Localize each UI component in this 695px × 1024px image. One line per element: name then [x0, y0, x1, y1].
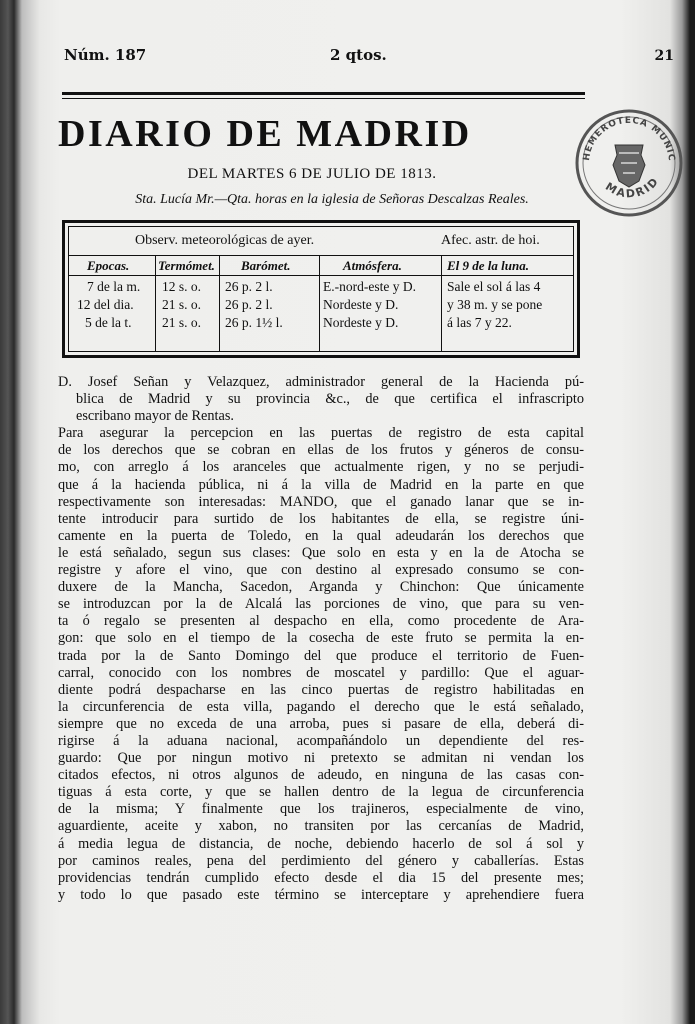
column-header-atmosfera: Atmósfera.	[343, 258, 402, 273]
saint-line: Sta. Lucía Mr.—Qta. horas en la iglesia de Señoras Descalzas Reales.	[135, 192, 529, 207]
column-divider	[441, 255, 442, 351]
weather-table-header	[69, 233, 573, 253]
astronomy-title: Afec. astr. de hoi.	[441, 233, 540, 248]
decree-line: á media legua de distancia, de noche, debiendo hacerlo de sol á sol y	[58, 835, 584, 852]
decree-line: registre y afore el vino, que con destino al expresado consumo se con-	[58, 562, 584, 579]
cell-barometro: 26 p. 2 l.	[225, 279, 273, 294]
weather-divider	[69, 255, 573, 256]
cell-termometro: 12 s. o.	[162, 279, 202, 294]
cell-termometro: 21 s. o.	[162, 315, 202, 330]
cell-atmosfera: Nordeste y D.	[323, 297, 399, 312]
masthead-title: DIARIO DE MADRID	[58, 113, 472, 155]
decree-line: carral, conocido con los nombres de moscatel y pardillo: Que el aguar-	[58, 664, 584, 681]
dateline: DEL MARTES 6 DE JULIO DE 1813.	[187, 166, 437, 182]
svg-text:MADRID: MADRID	[603, 174, 662, 201]
page-number: 21	[654, 48, 674, 64]
decree-line: trada por la de Santo Domingo del que produce el territorio de Fuen-	[58, 647, 584, 664]
column-header-luna: El 9 de la luna.	[447, 258, 529, 273]
column-header-termometro: Termómet.	[158, 258, 215, 273]
intro-line: escribano mayor de Rentas.	[76, 408, 235, 425]
issue-number: Núm. 187	[64, 46, 147, 64]
decree-line: aguardiente, aceite y xabon, no transiten por las cercanías de Madrid,	[58, 818, 584, 835]
decree-line: se introduzcan por la de Alcalá las porciones de vino, que para su ven-	[58, 596, 584, 613]
decree-line: por caminos reales, pena del perdimiento del género y caballerías. Estas	[58, 852, 584, 869]
cell-barometro: 26 p. 2 l.	[225, 297, 273, 312]
cell-epoca: 12 del dia.	[77, 297, 134, 312]
header-rule-thick	[62, 92, 585, 95]
cell-atmosfera: Nordeste y D.	[323, 315, 399, 330]
luna-line: y 38 m. y se pone	[447, 297, 543, 312]
cell-epoca: 5 de la t.	[85, 315, 132, 330]
decree-line: providencias tendrán cumplido efecto desde el dia 15 del presente mes;	[58, 869, 584, 886]
column-header-barometro: Barómet.	[241, 258, 291, 273]
weather-table-inner	[68, 226, 574, 352]
column-header-epocas: Epocas.	[87, 258, 130, 273]
decree-line: la circunferencia de esta villa, pagando el derecho que le está señalado,	[58, 698, 584, 715]
decree-line: duxere de la Mancha, Sacedon, Arganda y Chinchon: Que únicamente	[58, 579, 584, 596]
decree-line: guardo: Que por ningun motivo ni pretexto se admitan ni vendan los	[58, 750, 584, 767]
luna-line: á las 7 y 22.	[447, 315, 512, 330]
decree-line: camente en la puerta de Toledo, en la qual adeudarán los derechos que	[58, 527, 584, 544]
decree-line: rigirse á la aduana nacional, acompañándolo un dependiente del res-	[58, 732, 584, 749]
intro-line: D. Josef Señan y Velazquez, administrador general de la Hacienda pú-	[58, 374, 584, 390]
decree-line: Para asegurar la percepcion en las puertas de registro de esta capital	[58, 425, 584, 442]
decree-line: tiguas á esta corte, y que se hallen dentro de la legua de circunferencia	[58, 784, 584, 801]
cell-termometro: 21 s. o.	[162, 297, 202, 312]
weather-table	[62, 220, 580, 358]
cell-barometro: 26 p. 1½ l.	[225, 315, 283, 330]
cell-atmosfera: E.-nord-este y D.	[323, 279, 416, 294]
decree-line: y todo lo que pasado este término se interceptare y aprehendiere fuera	[58, 886, 584, 903]
newspaper-page	[22, 8, 684, 1012]
column-divider	[155, 255, 156, 351]
column-divider	[219, 255, 220, 351]
header-rule-thin	[62, 98, 585, 99]
price: 2 qtos.	[330, 46, 387, 64]
decree-line: le está señalado, segun sus clases: Que solo en esta y en la de Atocha se	[58, 544, 584, 561]
decree-line: citados efectos, ni otros algunos de adeudo, en ninguna de las casas con-	[58, 767, 584, 784]
decree-line: respectivamente son interesadas: MANDO, que el ganado lanar que se in-	[58, 493, 584, 510]
stamp-seal-icon	[575, 93, 683, 233]
svg-text:HEMEROTECA MUNICIPAL: HEMEROTECA MUNIC	[581, 115, 677, 163]
decree-line: diente podrá despacharse en las cinco puertas de registro habilitadas en	[58, 681, 584, 698]
decree-line: de la misma; Y finalmente que los trajineros, especialmente de vino,	[58, 801, 584, 818]
library-stamp	[575, 93, 683, 233]
decree-line: siempre que no exceda de una arroba, pues si pasare de ella, deberá di-	[58, 715, 584, 732]
decree-line: gon: que solo en el tiempo de la cosecha de este fruto se permita la en-	[58, 630, 584, 647]
luna-line: Sale el sol á las 4	[447, 279, 541, 294]
cell-epoca: 7 de la m.	[87, 279, 141, 294]
decree-text	[58, 425, 584, 904]
article-body	[58, 374, 584, 904]
decree-line: tente introducir para surtido de los habitantes de ella, se registre úni-	[58, 510, 584, 527]
decree-line: ta ó regalo se presenten al despacho en ella, como procedente de Ara-	[58, 613, 584, 630]
header-line	[62, 46, 674, 70]
weather-divider-2	[69, 275, 573, 276]
weather-title: Observ. meteorológicas de ayer.	[135, 233, 315, 248]
decree-line: mo, con arreglo á los aranceles que actualmente rigen, y no se perjudi-	[58, 459, 584, 476]
intro-line: blica de Madrid y su provincia &c., de que certifica el infrascripto	[76, 391, 584, 408]
decree-line: de los derechos que se cobran en ellas de los frutos y géneros de consu-	[58, 442, 584, 459]
column-divider	[319, 255, 320, 351]
decree-line: que á la hacienda pública, ni á la villa de Madrid en la parte en que	[58, 476, 584, 493]
